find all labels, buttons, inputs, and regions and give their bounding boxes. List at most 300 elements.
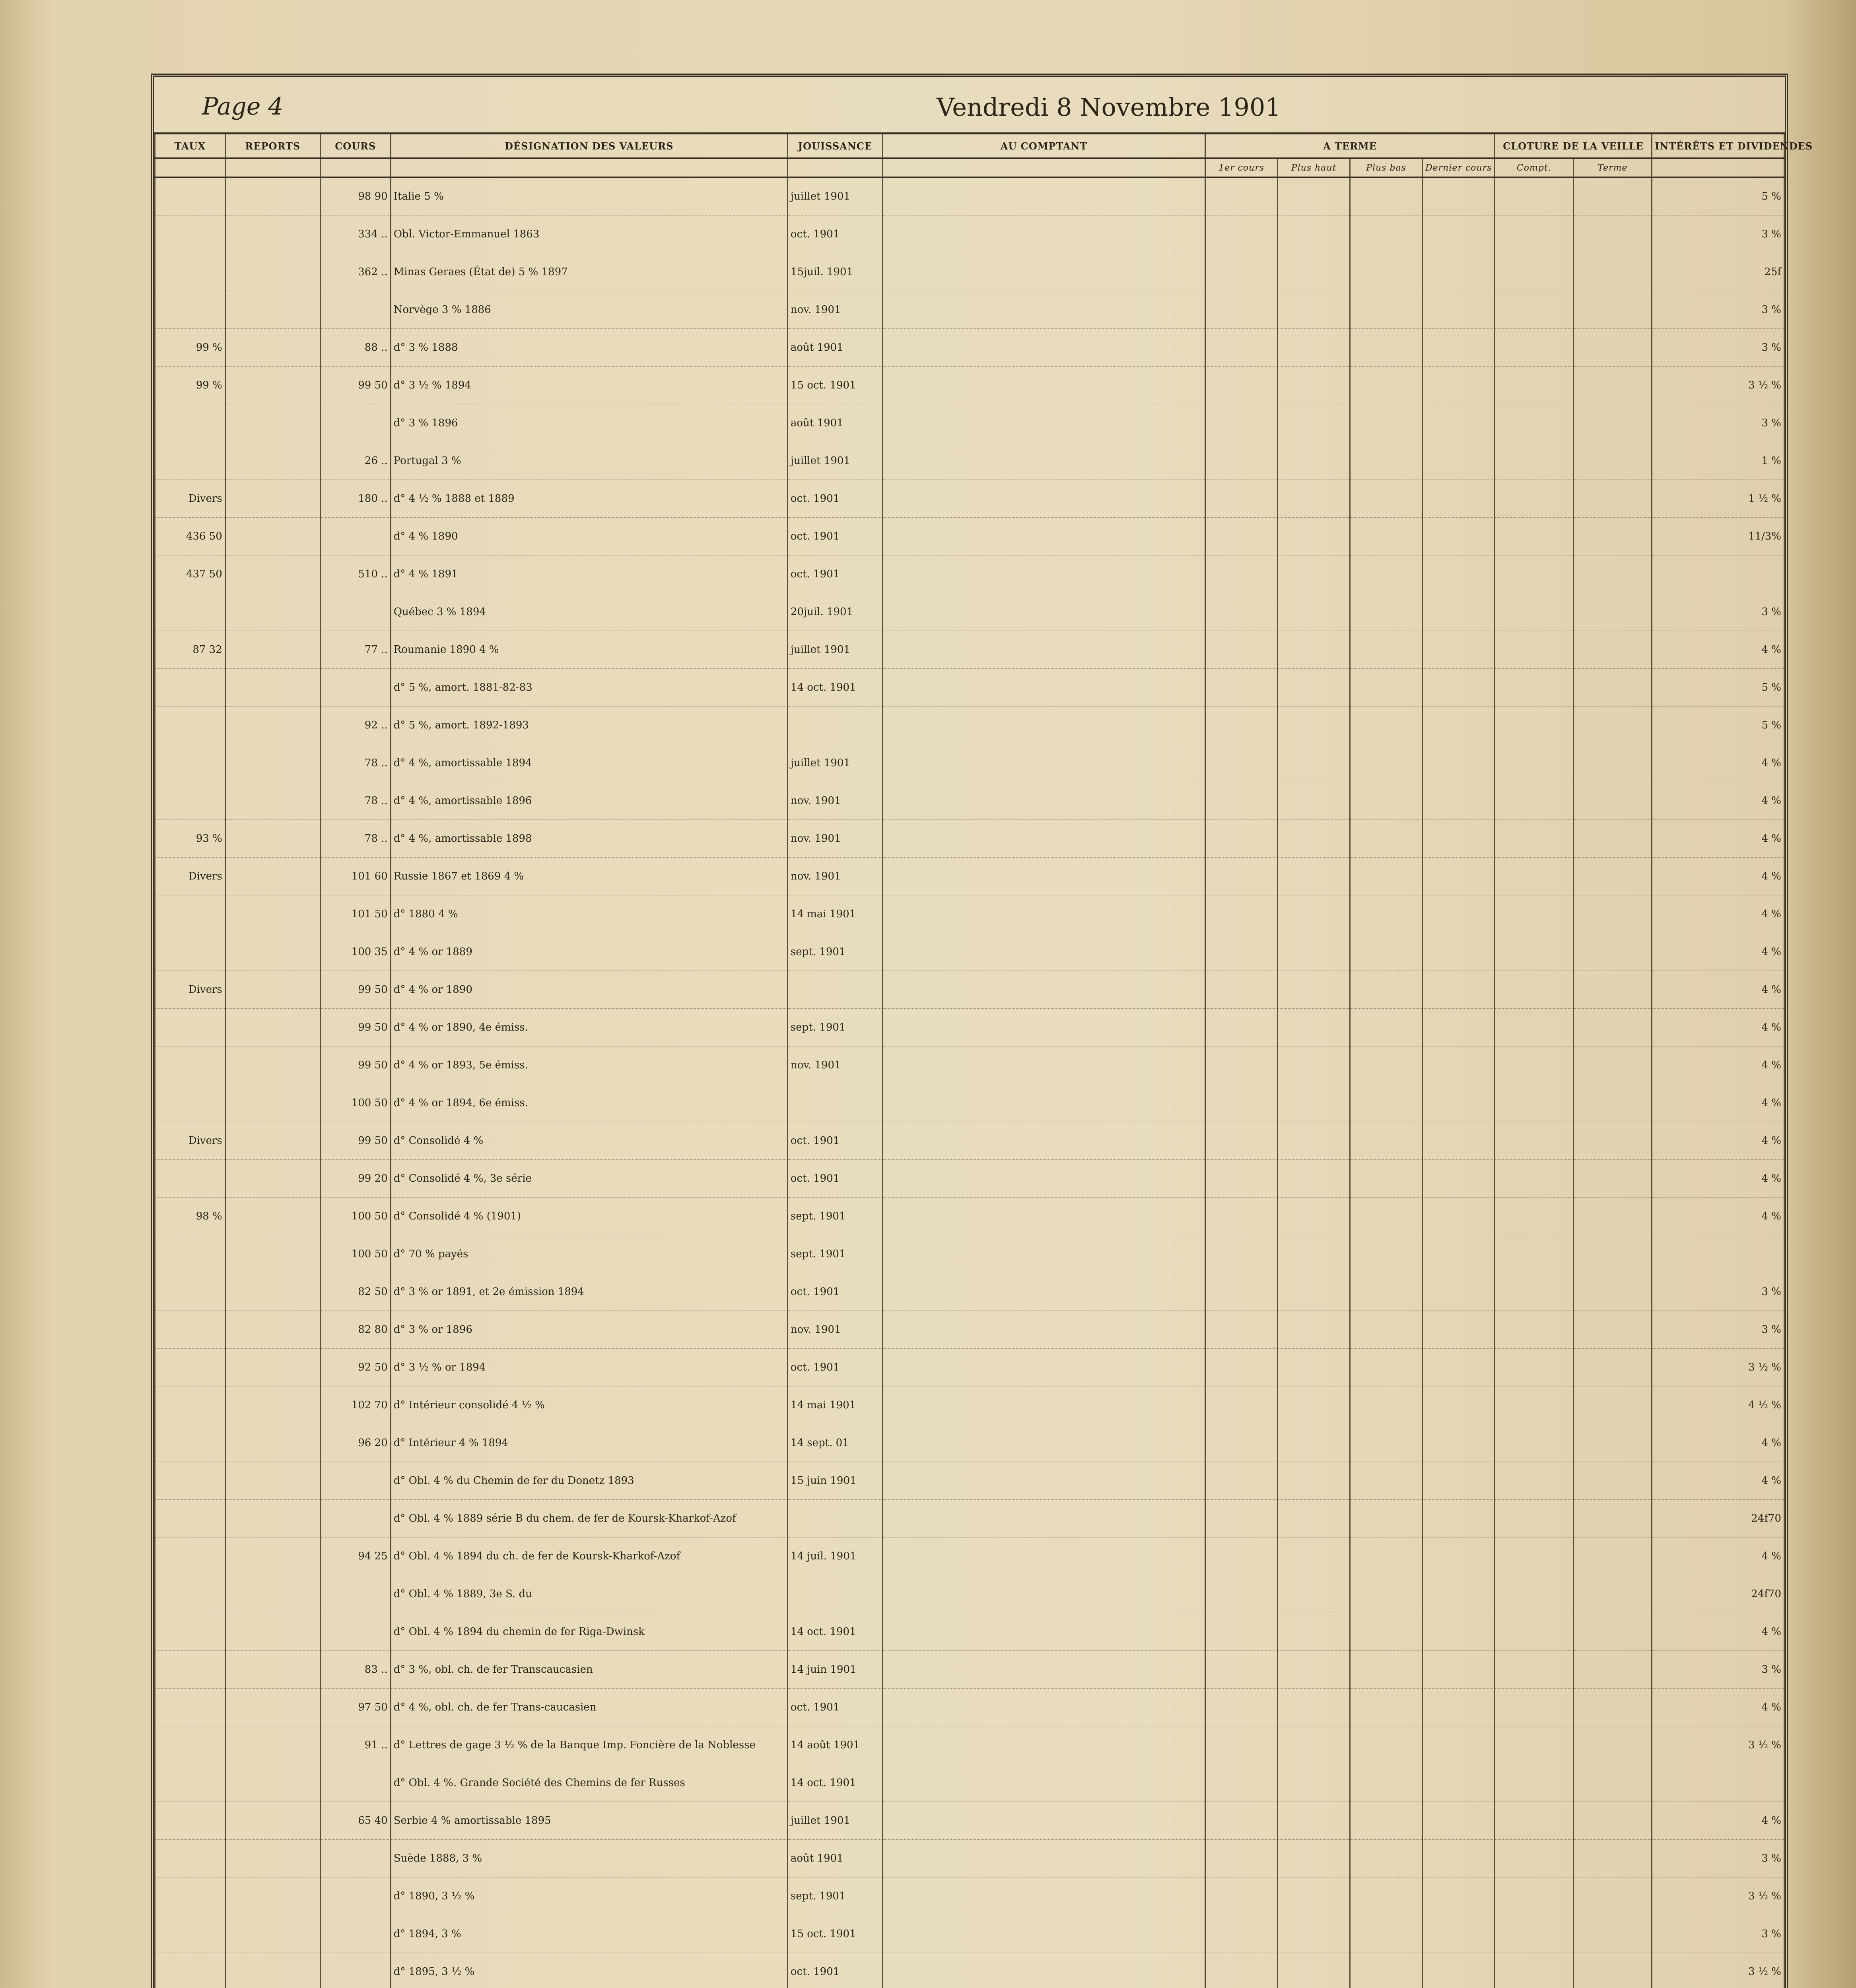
terme-4-cell [1423, 1839, 1495, 1877]
cours-cell [320, 1613, 391, 1650]
quotation-rows [155, 177, 1784, 1988]
cloture-compt-cell [1495, 819, 1574, 857]
cloture-terme-cell [1573, 1462, 1652, 1499]
taux-cell [155, 895, 225, 933]
terme-4-cell [1423, 1235, 1495, 1273]
jouissance-cell: 15 oct. 1901 [787, 1915, 882, 1953]
interet-cell: 3 % [1652, 1273, 1784, 1310]
cours-cell: 26 .. [320, 442, 391, 480]
table-row [155, 1424, 1784, 1462]
comptant-cell [883, 1953, 1205, 1988]
table-row [155, 253, 1784, 291]
jouissance-cell: oct. 1901 [787, 1688, 882, 1726]
taux-cell [155, 706, 225, 744]
taux-cell [155, 1273, 225, 1310]
cloture-compt-cell [1495, 1839, 1574, 1877]
terme-2-cell [1278, 1839, 1350, 1877]
interet-cell: 3 ½ % [1652, 366, 1784, 404]
table-row [155, 480, 1784, 517]
taux-cell: 98 % [155, 1197, 225, 1235]
terme-1-cell [1205, 782, 1278, 819]
terme-1-cell [1205, 1802, 1278, 1839]
terme-4-cell [1423, 328, 1495, 366]
designation-cell: d° 4 % 1891 [391, 555, 787, 593]
cloture-compt-cell [1495, 366, 1574, 404]
comptant-cell [883, 517, 1205, 555]
terme-1-cell [1205, 1764, 1278, 1802]
designation-cell: d° Obl. 4 % 1889 série B du chem. de fer de Koursk-Kharkof-Azof [391, 1499, 787, 1537]
designation-cell: Norvège 3 % 1886 [391, 291, 787, 328]
terme-2-cell [1278, 668, 1350, 706]
terme-2-cell [1278, 1462, 1350, 1499]
taux-cell: 99 % [155, 366, 225, 404]
designation-cell: d° 3 % 1896 [391, 404, 787, 442]
comptant-cell [883, 1650, 1205, 1688]
terme-2-cell [1278, 215, 1350, 253]
interet-cell: 3 % [1652, 1839, 1784, 1877]
table-row [155, 1122, 1784, 1159]
reports-cell [225, 1424, 320, 1462]
terme-1-cell [1205, 253, 1278, 291]
cloture-terme-cell [1573, 366, 1652, 404]
terme-4-cell [1423, 895, 1495, 933]
terme-4-cell [1423, 1537, 1495, 1575]
jouissance-cell: oct. 1901 [787, 517, 882, 555]
table-row [155, 1953, 1784, 1988]
jouissance-cell: 15juil. 1901 [787, 253, 882, 291]
terme-1-cell [1205, 1688, 1278, 1726]
terme-2-cell [1278, 1613, 1350, 1650]
cours-cell: 99 50 [320, 971, 391, 1008]
jouissance-cell: oct. 1901 [787, 555, 882, 593]
interet-cell: 3 % [1652, 1915, 1784, 1953]
designation-cell: d° 4 %, amortissable 1894 [391, 744, 787, 782]
jouissance-cell: nov. 1901 [787, 819, 882, 857]
cloture-terme-cell [1573, 1764, 1652, 1802]
jouissance-cell: 20juil. 1901 [787, 593, 882, 631]
cours-cell: 78 .. [320, 819, 391, 857]
cloture-terme-cell [1573, 1046, 1652, 1084]
terme-2-cell [1278, 177, 1350, 215]
jouissance-cell: oct. 1901 [787, 1348, 882, 1386]
col-interets: INTÉRÊTS ET DIVIDENDES [1652, 134, 1784, 158]
comptant-cell [883, 1764, 1205, 1802]
table-row [155, 366, 1784, 404]
cloture-terme-cell [1573, 328, 1652, 366]
cloture-terme-cell [1573, 933, 1652, 971]
taux-cell: Divers [155, 1122, 225, 1159]
table-row [155, 177, 1784, 215]
terme-1-cell [1205, 1008, 1278, 1046]
terme-2-cell [1278, 1764, 1350, 1802]
terme-2-cell [1278, 1915, 1350, 1953]
cloture-terme-cell [1573, 971, 1652, 1008]
cloture-compt-cell [1495, 1953, 1574, 1988]
taux-cell [155, 1348, 225, 1386]
terme-4-cell [1423, 480, 1495, 517]
table-row [155, 1499, 1784, 1537]
terme-4-cell [1423, 782, 1495, 819]
terme-4-cell [1423, 819, 1495, 857]
terme-1-cell [1205, 517, 1278, 555]
terme-4-cell [1423, 593, 1495, 631]
terme-4-cell [1423, 1802, 1495, 1839]
comptant-cell [883, 1348, 1205, 1386]
cours-cell [320, 404, 391, 442]
terme-1-cell [1205, 404, 1278, 442]
reports-cell [225, 971, 320, 1008]
terme-4-cell [1423, 1915, 1495, 1953]
col-designation: DÉSIGNATION DES VALEURS [391, 134, 787, 158]
terme-4-cell [1423, 215, 1495, 253]
interet-cell: 4 % [1652, 1537, 1784, 1575]
terme-3-cell [1350, 1839, 1423, 1877]
cloture-terme-cell [1573, 668, 1652, 706]
terme-3-cell [1350, 1197, 1423, 1235]
reports-cell [225, 291, 320, 328]
jouissance-cell: juillet 1901 [787, 744, 882, 782]
terme-4-cell [1423, 1046, 1495, 1084]
terme-2-cell [1278, 782, 1350, 819]
jouissance-cell: 15 juin 1901 [787, 1462, 882, 1499]
interet-cell: 4 % [1652, 631, 1784, 668]
interet-cell: 25f [1652, 253, 1784, 291]
terme-4-cell [1423, 971, 1495, 1008]
terme-2-cell [1278, 971, 1350, 1008]
taux-cell [155, 1235, 225, 1273]
reports-cell [225, 1802, 320, 1839]
terme-4-cell [1423, 517, 1495, 555]
cloture-terme-cell [1573, 1424, 1652, 1462]
interet-cell: 3 % [1652, 593, 1784, 631]
table-row [155, 1650, 1784, 1688]
cloture-compt-cell [1495, 782, 1574, 819]
interet-cell: 3 ½ % [1652, 1953, 1784, 1988]
terme-3-cell [1350, 1650, 1423, 1688]
cours-cell [320, 1764, 391, 1802]
cours-cell: 82 50 [320, 1273, 391, 1310]
taux-cell [155, 1613, 225, 1650]
interet-cell: 3 % [1652, 291, 1784, 328]
cloture-compt-cell [1495, 1726, 1574, 1764]
interet-cell: 3 % [1652, 1650, 1784, 1688]
terme-3-cell [1350, 1613, 1423, 1650]
table-row [155, 1575, 1784, 1613]
comptant-cell [883, 593, 1205, 631]
terme-1-cell [1205, 1159, 1278, 1197]
interet-cell: 4 % [1652, 744, 1784, 782]
cloture-terme-cell [1573, 1310, 1652, 1348]
cloture-compt-cell [1495, 1348, 1574, 1386]
terme-4-cell [1423, 291, 1495, 328]
terme-4-cell [1423, 1122, 1495, 1159]
taux-cell: Divers [155, 971, 225, 1008]
interet-cell: 24f70 [1652, 1499, 1784, 1537]
designation-cell: d° 3 ½ % 1894 [391, 366, 787, 404]
cloture-compt-cell [1495, 1764, 1574, 1802]
terme-3-cell [1350, 857, 1423, 895]
jouissance-cell: juillet 1901 [787, 442, 882, 480]
cloture-terme-cell [1573, 1688, 1652, 1726]
terme-1-cell [1205, 1084, 1278, 1122]
terme-3-cell [1350, 1877, 1423, 1915]
cours-cell: 334 .. [320, 215, 391, 253]
comptant-cell [883, 1499, 1205, 1537]
reports-cell [225, 1008, 320, 1046]
cloture-compt-cell [1495, 1688, 1574, 1726]
cours-cell: 100 50 [320, 1197, 391, 1235]
cloture-compt-cell [1495, 1273, 1574, 1310]
taux-cell: Divers [155, 857, 225, 895]
cours-cell [320, 1462, 391, 1499]
terme-1-cell [1205, 1953, 1278, 1988]
interet-cell: 24f70 [1652, 1575, 1784, 1613]
cloture-compt-cell [1495, 1915, 1574, 1953]
terme-1-cell [1205, 1424, 1278, 1462]
interet-cell: 4 % [1652, 1084, 1784, 1122]
comptant-cell [883, 1613, 1205, 1650]
jouissance-cell: août 1901 [787, 1839, 882, 1877]
designation-cell: d° 4 % 1890 [391, 517, 787, 555]
reports-cell [225, 744, 320, 782]
table-row [155, 1726, 1784, 1764]
quotation-table [154, 132, 1813, 1988]
cloture-compt-cell [1495, 517, 1574, 555]
cloture-terme-cell [1573, 1575, 1652, 1613]
terme-2-cell [1278, 819, 1350, 857]
terme-1-cell [1205, 1197, 1278, 1235]
cloture-compt-cell [1495, 593, 1574, 631]
comptant-cell [883, 782, 1205, 819]
cloture-compt-cell [1495, 1537, 1574, 1575]
terme-3-cell [1350, 819, 1423, 857]
taux-cell [155, 1877, 225, 1915]
sub-terme-2: Plus haut [1278, 158, 1350, 177]
designation-cell: d° 3 ½ % or 1894 [391, 1348, 787, 1386]
cloture-terme-cell [1573, 1537, 1652, 1575]
col-terme: A TERME [1205, 134, 1495, 158]
interet-cell: 4 % [1652, 895, 1784, 933]
terme-3-cell [1350, 1273, 1423, 1310]
cloture-compt-cell [1495, 1877, 1574, 1915]
table-row [155, 328, 1784, 366]
reports-cell [225, 1046, 320, 1084]
table-row [155, 1877, 1784, 1915]
reports-cell [225, 1650, 320, 1688]
cloture-compt-cell [1495, 1462, 1574, 1499]
comptant-cell [883, 253, 1205, 291]
interet-cell: 1 ½ % [1652, 480, 1784, 517]
reports-cell [225, 1084, 320, 1122]
reports-cell [225, 782, 320, 819]
reports-cell [225, 668, 320, 706]
interet-cell: 3 % [1652, 404, 1784, 442]
jouissance-cell: 14 mai 1901 [787, 895, 882, 933]
jouissance-cell: sept. 1901 [787, 933, 882, 971]
jouissance-cell [787, 1499, 882, 1537]
page-date: Vendredi 8 Novembre 1901 [937, 93, 1281, 122]
interet-cell: 5 % [1652, 668, 1784, 706]
cloture-compt-cell [1495, 1197, 1574, 1235]
terme-2-cell [1278, 555, 1350, 593]
table-row [155, 1688, 1784, 1726]
interet-cell: 4 % [1652, 971, 1784, 1008]
cloture-terme-cell [1573, 1084, 1652, 1122]
cours-cell: 100 35 [320, 933, 391, 971]
reports-cell [225, 1310, 320, 1348]
terme-2-cell [1278, 1650, 1350, 1688]
jouissance-cell: oct. 1901 [787, 215, 882, 253]
terme-3-cell [1350, 1688, 1423, 1726]
terme-3-cell [1350, 555, 1423, 593]
jouissance-cell: 14 oct. 1901 [787, 1764, 882, 1802]
table-row [155, 1764, 1784, 1802]
taux-cell [155, 1499, 225, 1537]
cours-cell: 91 .. [320, 1726, 391, 1764]
cloture-terme-cell [1573, 706, 1652, 744]
taux-cell [155, 1424, 225, 1462]
designation-cell: d° Obl. 4 % 1889, 3e S. du [391, 1575, 787, 1613]
reports-cell [225, 895, 320, 933]
table-row [155, 1802, 1784, 1839]
jouissance-cell: nov. 1901 [787, 1310, 882, 1348]
terme-4-cell [1423, 1688, 1495, 1726]
terme-2-cell [1278, 1046, 1350, 1084]
comptant-cell [883, 1084, 1205, 1122]
cloture-compt-cell [1495, 291, 1574, 328]
terme-3-cell [1350, 1424, 1423, 1462]
terme-3-cell [1350, 366, 1423, 404]
col-cloture: CLOTURE DE LA VEILLE [1495, 134, 1652, 158]
cloture-compt-cell [1495, 1235, 1574, 1273]
terme-1-cell [1205, 593, 1278, 631]
terme-2-cell [1278, 1197, 1350, 1235]
terme-2-cell [1278, 442, 1350, 480]
terme-3-cell [1350, 1802, 1423, 1839]
cloture-compt-cell [1495, 631, 1574, 668]
cloture-compt-cell [1495, 253, 1574, 291]
terme-1-cell [1205, 1650, 1278, 1688]
cloture-terme-cell [1573, 177, 1652, 215]
terme-1-cell [1205, 328, 1278, 366]
terme-1-cell [1205, 1235, 1278, 1273]
terme-2-cell [1278, 1386, 1350, 1424]
interet-cell: 4 % [1652, 933, 1784, 971]
comptant-cell [883, 1462, 1205, 1499]
taux-cell: 99 % [155, 328, 225, 366]
interet-cell: 4 % [1652, 1159, 1784, 1197]
terme-4-cell [1423, 366, 1495, 404]
comptant-cell [883, 933, 1205, 971]
comptant-cell [883, 631, 1205, 668]
interet-cell: 4 % [1652, 1046, 1784, 1084]
jouissance-cell: 14 juil. 1901 [787, 1537, 882, 1575]
terme-3-cell [1350, 215, 1423, 253]
designation-cell: Russie 1867 et 1869 4 % [391, 857, 787, 895]
sub-terme-3: Plus bas [1350, 158, 1423, 177]
jouissance-cell: sept. 1901 [787, 1008, 882, 1046]
terme-2-cell [1278, 1802, 1350, 1839]
taux-cell: 93 % [155, 819, 225, 857]
cours-cell: 92 50 [320, 1348, 391, 1386]
cours-cell [320, 1877, 391, 1915]
cloture-terme-cell [1573, 895, 1652, 933]
interet-cell: 4 % [1652, 1008, 1784, 1046]
cloture-compt-cell [1495, 480, 1574, 517]
terme-1-cell [1205, 1915, 1278, 1953]
designation-cell: Italie 5 % [391, 177, 787, 215]
taux-cell: 436 50 [155, 517, 225, 555]
jouissance-cell [787, 1575, 882, 1613]
terme-2-cell [1278, 480, 1350, 517]
designation-cell: d° 4 % or 1893, 5e émiss. [391, 1046, 787, 1084]
reports-cell [225, 517, 320, 555]
table-row [155, 1348, 1784, 1386]
comptant-cell [883, 177, 1205, 215]
designation-cell: d° 4 % or 1890 [391, 971, 787, 1008]
reports-cell [225, 1839, 320, 1877]
taux-cell [155, 177, 225, 215]
col-comptant: AU COMPTANT [883, 134, 1205, 158]
designation-cell: d° Consolidé 4 %, 3e série [391, 1159, 787, 1197]
jouissance-cell: oct. 1901 [787, 1159, 882, 1197]
page-header [154, 77, 1785, 124]
reports-cell [225, 177, 320, 215]
cloture-terme-cell [1573, 1235, 1652, 1273]
comptant-cell [883, 1839, 1205, 1877]
terme-3-cell [1350, 517, 1423, 555]
jouissance-cell: 14 sept. 01 [787, 1424, 882, 1462]
terme-3-cell [1350, 1235, 1423, 1273]
reports-cell [225, 480, 320, 517]
cloture-compt-cell [1495, 1122, 1574, 1159]
designation-cell: d° Consolidé 4 % (1901) [391, 1197, 787, 1235]
designation-cell: d° 3 %, obl. ch. de fer Transcaucasien [391, 1650, 787, 1688]
taux-cell: 437 50 [155, 555, 225, 593]
comptant-cell [883, 1877, 1205, 1915]
terme-4-cell [1423, 706, 1495, 744]
terme-4-cell [1423, 1499, 1495, 1537]
terme-3-cell [1350, 177, 1423, 215]
reports-cell [225, 933, 320, 971]
terme-2-cell [1278, 1726, 1350, 1764]
terme-3-cell [1350, 253, 1423, 291]
reports-cell [225, 1915, 320, 1953]
table-row [155, 1613, 1784, 1650]
taux-cell [155, 1839, 225, 1877]
terme-4-cell [1423, 631, 1495, 668]
terme-1-cell [1205, 857, 1278, 895]
table-row [155, 215, 1784, 253]
table-row [155, 933, 1784, 971]
terme-1-cell [1205, 1273, 1278, 1310]
terme-4-cell [1423, 1877, 1495, 1915]
taux-cell [155, 1084, 225, 1122]
terme-1-cell [1205, 215, 1278, 253]
table-row [155, 1839, 1784, 1877]
terme-2-cell [1278, 857, 1350, 895]
taux-cell [155, 215, 225, 253]
interet-cell: 4 % [1652, 782, 1784, 819]
terme-3-cell [1350, 1386, 1423, 1424]
cloture-compt-cell [1495, 933, 1574, 971]
cours-cell: 99 50 [320, 1122, 391, 1159]
designation-cell: Suède 1888, 3 % [391, 1839, 787, 1877]
comptant-cell [883, 1197, 1205, 1235]
cours-cell: 510 .. [320, 555, 391, 593]
interet-cell: 4 % [1652, 819, 1784, 857]
interet-cell: 4 % [1652, 1462, 1784, 1499]
